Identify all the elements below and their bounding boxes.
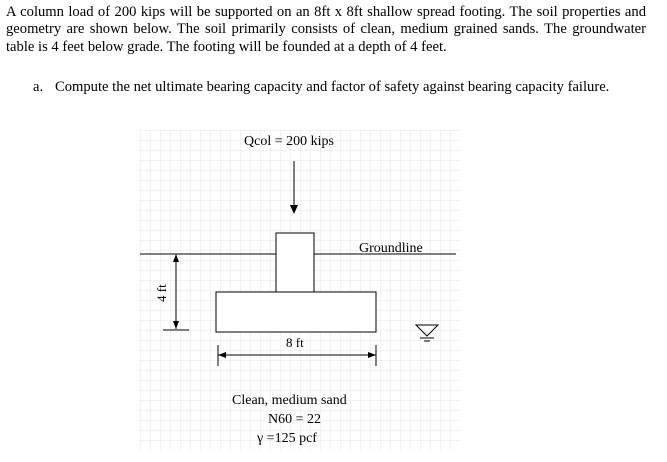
gamma-label: γ =125 pcf — [257, 431, 317, 446]
soil-label: Clean, medium sand — [232, 393, 347, 408]
width-label: 8 ft — [286, 335, 304, 350]
load-label: Qcol = 200 kips — [244, 134, 334, 149]
column-stem — [276, 233, 314, 292]
footing-base — [216, 292, 376, 332]
part-a-text: Compute the net ultimate bearing capacity and factor of safety against bearing capacity failure. — [55, 79, 610, 95]
groundline-label: Groundline — [359, 241, 423, 256]
problem-statement: A column load of 200 kips will be supported on an 8ft x 8ft shallow spread footing. The soil properties and geometry are shown below. The soil primarily consists of clean, medium grained sands. The groundwater table is 4 feet below grade. The footing will be founded at a depth of 4 feet. — [6, 4, 646, 55]
n60-label: N60 = 22 — [268, 412, 322, 427]
part-a-label: a. — [33, 79, 44, 95]
depth-label: 4 ft — [154, 284, 169, 302]
